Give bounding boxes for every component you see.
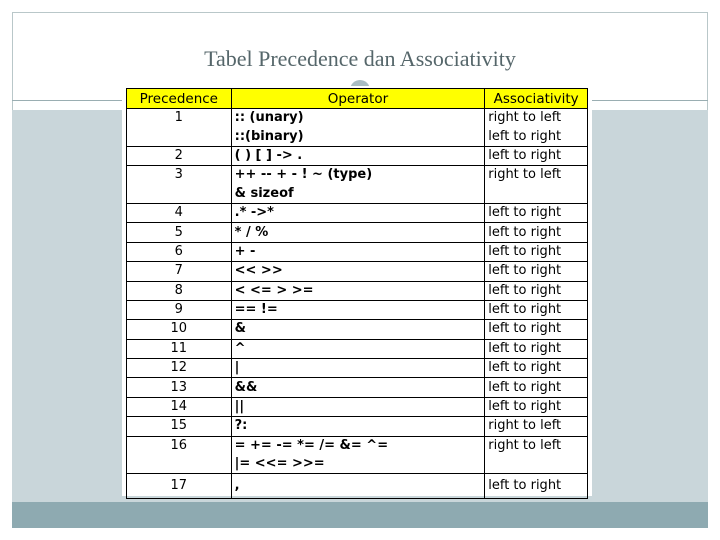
table-row bbox=[127, 359, 588, 378]
precedence-cell: 8 bbox=[127, 281, 232, 300]
operator-cell: ++ -- + - ! ~ (type) bbox=[231, 166, 485, 185]
precedence-cell: 6 bbox=[127, 242, 232, 261]
operator-cell: & sizeof bbox=[231, 185, 485, 204]
operator-cell: & bbox=[231, 320, 485, 339]
precedence-cell: 10 bbox=[127, 320, 232, 339]
precedence-cell: 3 bbox=[127, 166, 232, 185]
table-row bbox=[127, 339, 588, 358]
precedence-cell: 7 bbox=[127, 262, 232, 281]
table-row bbox=[127, 223, 588, 242]
table-header-row bbox=[127, 89, 588, 109]
precedence-cell bbox=[127, 127, 232, 146]
table-row bbox=[127, 436, 588, 455]
table-row bbox=[127, 185, 588, 204]
table-row bbox=[127, 109, 588, 128]
bottom-bar bbox=[12, 502, 708, 528]
operator-cell: ^ bbox=[231, 339, 485, 358]
associativity-cell bbox=[485, 185, 588, 204]
table-body bbox=[127, 109, 588, 499]
associativity-cell: left to right bbox=[485, 281, 588, 300]
table-row bbox=[127, 166, 588, 185]
associativity-cell: left to right bbox=[485, 146, 588, 165]
associativity-cell: left to right bbox=[485, 223, 588, 242]
table-row bbox=[127, 146, 588, 165]
precedence-cell: 2 bbox=[127, 146, 232, 165]
operator-cell: = += -= *= /= &= ^= bbox=[231, 436, 485, 455]
slide-title: Tabel Precedence dan Associativity bbox=[204, 46, 516, 71]
precedence-cell: 9 bbox=[127, 300, 232, 319]
operator-cell: < <= > >= bbox=[231, 281, 485, 300]
header-operator: Operator bbox=[231, 89, 485, 109]
operator-cell: == != bbox=[231, 300, 485, 319]
precedence-cell bbox=[127, 455, 232, 474]
associativity-cell: right to left bbox=[485, 417, 588, 436]
associativity-cell: left to right bbox=[485, 242, 588, 261]
operator-cell: , bbox=[231, 474, 485, 499]
associativity-cell: left to right bbox=[485, 359, 588, 378]
table-row bbox=[127, 281, 588, 300]
table-row bbox=[127, 455, 588, 474]
precedence-cell: 17 bbox=[127, 474, 232, 499]
operator-cell: * / % bbox=[231, 223, 485, 242]
precedence-cell: 11 bbox=[127, 339, 232, 358]
precedence-cell: 16 bbox=[127, 436, 232, 455]
table-row bbox=[127, 397, 588, 416]
operator-cell: ::(binary) bbox=[231, 127, 485, 146]
operator-cell: << >> bbox=[231, 262, 485, 281]
associativity-cell: left to right bbox=[485, 339, 588, 358]
associativity-cell: left to right bbox=[485, 378, 588, 397]
table-row bbox=[127, 203, 588, 222]
associativity-cell bbox=[485, 455, 588, 474]
precedence-cell: 12 bbox=[127, 359, 232, 378]
table-row bbox=[127, 262, 588, 281]
associativity-cell: left to right bbox=[485, 320, 588, 339]
associativity-cell: right to left bbox=[485, 166, 588, 185]
associativity-cell: right to left bbox=[485, 436, 588, 455]
associativity-cell: right to left bbox=[485, 109, 588, 128]
precedence-table bbox=[126, 88, 588, 499]
precedence-cell: 5 bbox=[127, 223, 232, 242]
precedence-cell bbox=[127, 185, 232, 204]
table-row bbox=[127, 320, 588, 339]
operator-cell: || bbox=[231, 397, 485, 416]
associativity-cell: left to right bbox=[485, 203, 588, 222]
precedence-cell: 1 bbox=[127, 109, 232, 128]
precedence-cell: 14 bbox=[127, 397, 232, 416]
precedence-table-container bbox=[122, 86, 592, 496]
table-row bbox=[127, 378, 588, 397]
operator-cell: + - bbox=[231, 242, 485, 261]
operator-cell: | bbox=[231, 359, 485, 378]
associativity-cell: left to right bbox=[485, 127, 588, 146]
associativity-cell: left to right bbox=[485, 300, 588, 319]
operator-cell: :: (unary) bbox=[231, 109, 485, 128]
precedence-cell: 13 bbox=[127, 378, 232, 397]
associativity-cell: left to right bbox=[485, 262, 588, 281]
operator-cell: |= <<= >>= bbox=[231, 455, 485, 474]
associativity-cell: left to right bbox=[485, 397, 588, 416]
associativity-cell: left to right bbox=[485, 474, 588, 499]
operator-cell: .* ->* bbox=[231, 203, 485, 222]
table-row bbox=[127, 300, 588, 319]
operator-cell: && bbox=[231, 378, 485, 397]
table-row bbox=[127, 417, 588, 436]
header-precedence: Precedence bbox=[127, 89, 232, 109]
operator-cell: ?: bbox=[231, 417, 485, 436]
precedence-cell: 15 bbox=[127, 417, 232, 436]
precedence-cell: 4 bbox=[127, 203, 232, 222]
table-row bbox=[127, 474, 588, 499]
operator-cell: ( ) [ ] -> . bbox=[231, 146, 485, 165]
header-associativity: Associativity bbox=[485, 89, 588, 109]
table-row bbox=[127, 127, 588, 146]
table-row bbox=[127, 242, 588, 261]
